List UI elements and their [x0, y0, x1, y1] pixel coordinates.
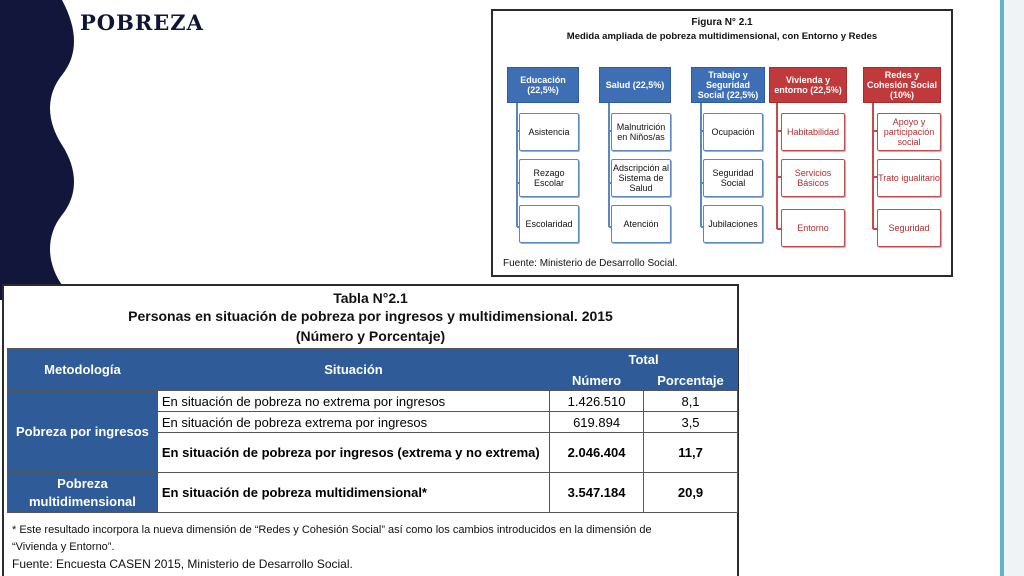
figure-subtitle: Medida ampliada de pobreza multidimensional, con Entorno y Redes: [566, 31, 878, 42]
indicator-apoyo-participacion: Apoyo y participación social: [877, 113, 941, 151]
indicator-trato-igualitario: Trato igualitario: [877, 159, 941, 197]
figure-multidimensional-poverty: [491, 9, 953, 277]
table-footnote: * Este resultado incorpora la nueva dimensión de “Redes y Cohesión Social” así como los cambios introducidos en la dimensión de: [12, 524, 652, 536]
dimension-vivienda: Vivienda y entorno (22,5%): [769, 67, 847, 103]
table-subtitle: Personas en situación de pobreza por ingresos y multidimensional. 2015: [128, 308, 613, 324]
header-porcentaje: Porcentaje: [644, 370, 738, 391]
right-accent-band: [1000, 0, 1024, 576]
table-panel: [2, 284, 739, 576]
decorative-wave-band: [0, 0, 76, 300]
row-situacion: En situación de pobreza multidimensional*: [157, 473, 549, 513]
row-numero: 619.894: [550, 412, 644, 433]
header-numero: Número: [550, 370, 644, 391]
header-situacion: Situación: [157, 349, 549, 391]
row-porcentaje: 20,9: [644, 473, 738, 513]
table-subtitle-units: (Número y Porcentaje): [295, 328, 446, 344]
indicator-atencion: Atención: [611, 205, 671, 243]
table-row: [8, 391, 738, 412]
dimension-educacion: Educación (22,5%): [507, 67, 579, 103]
row-numero: 3.547.184: [550, 473, 644, 513]
indicator-malnutricion: Malnutrición en Niños/as: [611, 113, 671, 151]
table-row: [8, 473, 738, 513]
indicator-seguridad-social: Seguridad Social: [703, 159, 763, 197]
row-situacion: En situación de pobreza extrema por ingresos: [157, 412, 549, 433]
figure-title: Figura N° 2.1: [691, 17, 753, 28]
indicator-asistencia: Asistencia: [519, 113, 579, 151]
table-footnote-continued: “Vivienda y Entorno”.: [12, 541, 115, 553]
row-situacion: En situación de pobreza por ingresos (extrema y no extrema): [157, 433, 549, 473]
dimension-redes: Redes y Cohesión Social (10%): [863, 67, 941, 103]
indicator-ocupacion: Ocupación: [703, 113, 763, 151]
slide-title: POBREZA: [80, 10, 204, 35]
row-porcentaje: 8,1: [644, 391, 738, 412]
table-title: Tabla N°2.1: [333, 290, 408, 306]
header-total: Total: [550, 349, 738, 370]
header-metodologia: Metodología: [8, 349, 158, 391]
row-porcentaje: 11,7: [644, 433, 738, 473]
row-numero: 1.426.510: [550, 391, 644, 412]
indicator-rezago-escolar: Rezago Escolar: [519, 159, 579, 197]
dimension-trabajo: Trabajo y Seguridad Social (22,5%): [691, 67, 765, 103]
dimension-salud: Salud (22,5%): [599, 67, 671, 103]
indicator-servicios-basicos: Servicios Básicos: [781, 159, 845, 197]
group-pobreza-ingresos: Pobreza por ingresos: [8, 391, 158, 473]
table-source: Fuente: Encuesta CASEN 2015, Ministerio de Desarrollo Social.: [12, 557, 353, 571]
row-porcentaje: 3,5: [644, 412, 738, 433]
figure-source: Fuente: Ministerio de Desarrollo Social.: [503, 258, 678, 269]
row-situacion: En situación de pobreza no extrema por ingresos: [157, 391, 549, 412]
row-numero: 2.046.404: [550, 433, 644, 473]
indicator-jubilaciones: Jubilaciones: [703, 205, 763, 243]
indicator-adscripcion: Adscripción al Sistema de Salud: [611, 159, 671, 197]
group-pobreza-multidimensional: Pobreza multidimensional: [8, 473, 158, 513]
poverty-table: [7, 348, 738, 513]
indicator-escolaridad: Escolaridad: [519, 205, 579, 243]
indicator-habitabilidad: Habitabilidad: [781, 113, 845, 151]
indicator-seguridad: Seguridad: [877, 209, 941, 247]
indicator-entorno: Entorno: [781, 209, 845, 247]
